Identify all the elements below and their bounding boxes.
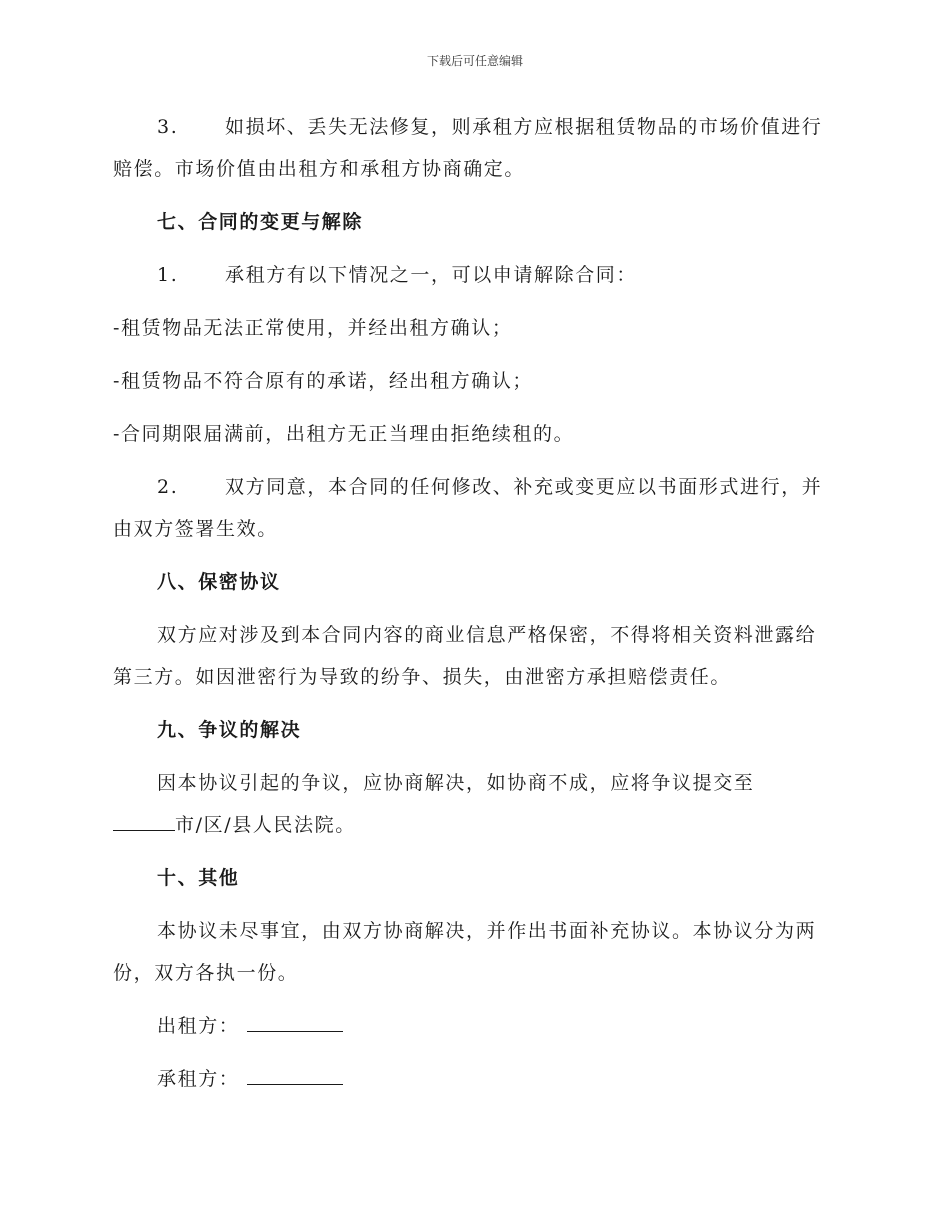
document-body xyxy=(113,106,833,1100)
lessor-signature-blank xyxy=(247,1013,343,1032)
section7-item1 xyxy=(113,254,833,296)
section10-text: 本协议未尽事宜，由双方协商解决，并作出书面补充协议。本协议分为两份，双方各执一份。 xyxy=(113,920,817,984)
lessee-label: 承租方： xyxy=(157,1068,240,1090)
item-text: 双方同意，本合同的任何修改、补充或变更应以书面形式进行，并由双方签署生效。 xyxy=(113,476,823,540)
lessor-signature xyxy=(113,1005,833,1047)
item-text: 如损坏、丢失无法修复，则承租方应根据租赁物品的市场价值进行赔偿。市场价值由出租方和承租方协商确定。 xyxy=(113,116,823,180)
court-blank xyxy=(113,812,175,831)
section8-text: 双方应对涉及到本合同内容的商业信息严格保密，不得将相关资料泄露给第三方。如因泄密行为导致的纷争、损失，由泄密方承担赔偿责任。 xyxy=(113,624,817,688)
lessor-label: 出租方： xyxy=(157,1015,240,1037)
section7-bullet-3: -合同期限届满前，出租方无正当理由拒绝续租的。 xyxy=(113,423,575,445)
lessee-signature xyxy=(113,1058,833,1100)
item-number: 2. xyxy=(157,476,179,498)
item-text: 承租方有以下情况之一，可以申请解除合同： xyxy=(225,264,638,286)
section9-title: 九、争议的解决 xyxy=(157,719,302,741)
section8-title: 八、保密协议 xyxy=(157,571,281,593)
section7-bullet-1: -租赁物品无法正常使用，并经出租方确认； xyxy=(113,317,513,339)
section9-text-after: 市/区/县人民法院。 xyxy=(175,814,356,836)
section7-item2 xyxy=(113,466,833,550)
section9-text-before: 因本协议引起的争议，应协商解决，如协商不成，应将争议提交至 xyxy=(157,772,755,794)
section10-title: 十、其他 xyxy=(157,867,240,889)
section6-item3 xyxy=(113,106,833,190)
lessee-signature-blank xyxy=(247,1066,343,1085)
section9-text xyxy=(113,762,833,846)
item-number: 3. xyxy=(157,116,179,138)
item-number: 1. xyxy=(157,264,179,286)
section7-bullet-2: -租赁物品不符合原有的承诺，经出租方确认； xyxy=(113,370,534,392)
page-header: 下载后可任意编辑 xyxy=(426,54,523,68)
section7-title: 七、合同的变更与解除 xyxy=(157,211,364,233)
